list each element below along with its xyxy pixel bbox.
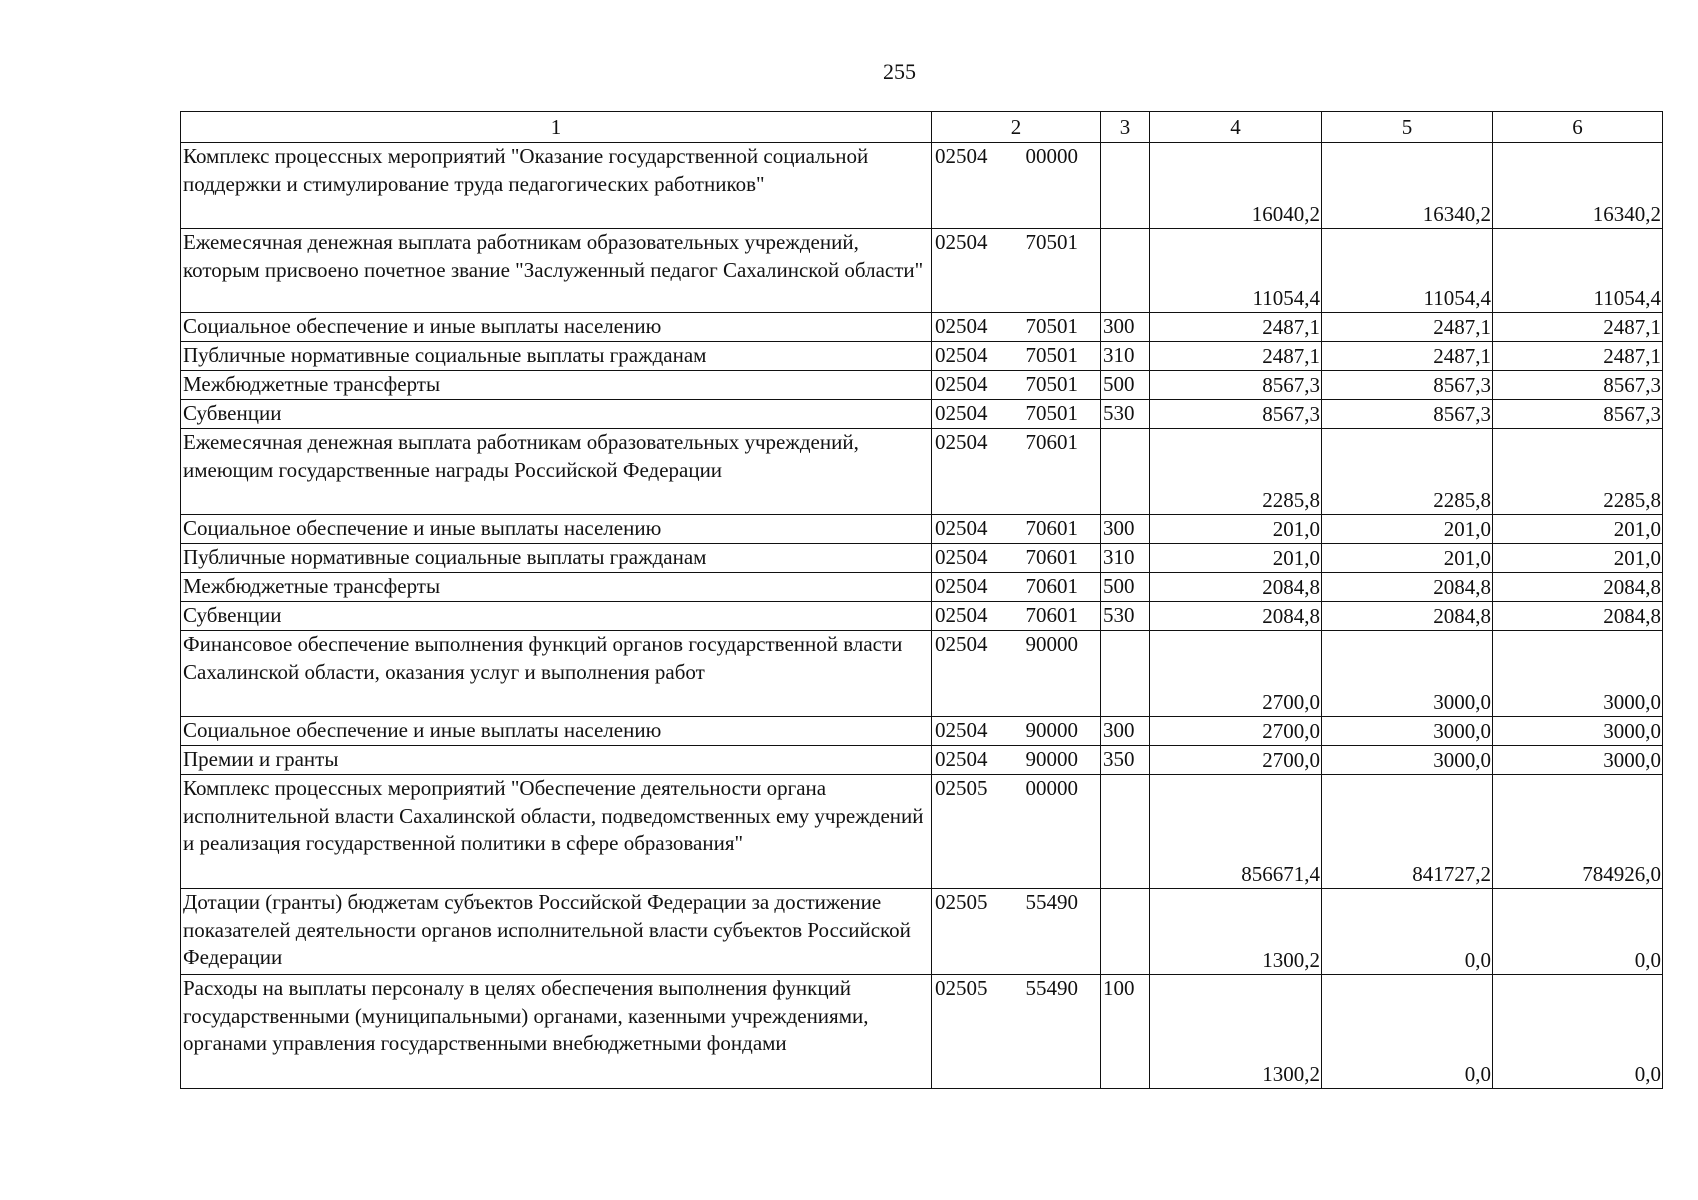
row-program-code: 02504	[932, 515, 1016, 544]
row-program-code: 02505	[932, 775, 1016, 889]
row-value-col-5: 11054,4	[1322, 229, 1493, 313]
table-row	[181, 400, 1663, 429]
row-value-col-5: 8567,3	[1322, 400, 1493, 429]
page-number: 255	[883, 59, 916, 84]
row-value-col-4: 201,0	[1150, 515, 1322, 544]
row-expense-kind	[1101, 889, 1150, 975]
row-expense-kind: 300	[1101, 313, 1150, 342]
row-direction-code: 70501	[1016, 313, 1101, 342]
row-program-code: 02504	[932, 313, 1016, 342]
row-name: Ежемесячная денежная выплата работникам образовательных учреждений, имеющим государственные награды Российской Федерации	[181, 429, 932, 515]
row-value-col-5: 16340,2	[1322, 143, 1493, 229]
row-direction-code: 70501	[1016, 342, 1101, 371]
row-name: Субвенции	[181, 400, 932, 429]
row-value-col-4: 2700,0	[1150, 746, 1322, 775]
row-program-code: 02504	[932, 143, 1016, 229]
row-expense-kind	[1101, 229, 1150, 313]
row-value-col-6: 3000,0	[1493, 746, 1663, 775]
row-value-col-5: 8567,3	[1322, 371, 1493, 400]
row-name: Субвенции	[181, 602, 932, 631]
row-value-col-4: 2084,8	[1150, 602, 1322, 631]
row-name: Межбюджетные трансферты	[181, 371, 932, 400]
row-direction-code: 90000	[1016, 631, 1101, 717]
row-expense-kind: 310	[1101, 544, 1150, 573]
row-program-code: 02505	[932, 975, 1016, 1089]
row-value-col-4: 11054,4	[1150, 229, 1322, 313]
table-row	[181, 429, 1663, 515]
row-value-col-6: 8567,3	[1493, 400, 1663, 429]
row-expense-kind: 100	[1101, 975, 1150, 1089]
table-row	[181, 717, 1663, 746]
row-value-col-4: 8567,3	[1150, 371, 1322, 400]
row-expense-kind	[1101, 631, 1150, 717]
row-direction-code: 70601	[1016, 515, 1101, 544]
header-col-3: 3	[1101, 112, 1150, 143]
header-col-2: 2	[932, 112, 1101, 143]
row-value-col-6: 784926,0	[1493, 775, 1663, 889]
row-value-col-5: 3000,0	[1322, 631, 1493, 717]
row-name: Расходы на выплаты персоналу в целях обеспечения выполнения функций государственными (муниципальными) органами, казенными учреждениями, органами управления государственными внебюджетными фондами	[181, 975, 932, 1089]
table-row	[181, 573, 1663, 602]
row-program-code: 02504	[932, 429, 1016, 515]
row-direction-code: 90000	[1016, 746, 1101, 775]
row-expense-kind: 350	[1101, 746, 1150, 775]
row-program-code: 02504	[932, 573, 1016, 602]
row-program-code: 02505	[932, 889, 1016, 975]
row-value-col-6: 2487,1	[1493, 342, 1663, 371]
row-name: Социальное обеспечение и иные выплаты населению	[181, 515, 932, 544]
row-name: Комплекс процессных мероприятий "Оказание государственной социальной поддержки и стимулирование труда педагогических работников"	[181, 143, 932, 229]
table-row	[181, 746, 1663, 775]
row-program-code: 02504	[932, 544, 1016, 573]
row-value-col-5: 2487,1	[1322, 342, 1493, 371]
table-row	[181, 143, 1663, 229]
row-program-code: 02504	[932, 631, 1016, 717]
table-row	[181, 342, 1663, 371]
row-value-col-5: 0,0	[1322, 975, 1493, 1089]
header-row	[181, 112, 1663, 143]
row-value-col-5: 201,0	[1322, 515, 1493, 544]
row-value-col-6: 0,0	[1493, 975, 1663, 1089]
table-row	[181, 889, 1663, 975]
row-direction-code: 70601	[1016, 429, 1101, 515]
row-value-col-4: 201,0	[1150, 544, 1322, 573]
row-name: Публичные нормативные социальные выплаты гражданам	[181, 342, 932, 371]
row-value-col-6: 8567,3	[1493, 371, 1663, 400]
row-direction-code: 70601	[1016, 544, 1101, 573]
row-value-col-6: 3000,0	[1493, 631, 1663, 717]
table-row	[181, 229, 1663, 313]
row-value-col-6: 11054,4	[1493, 229, 1663, 313]
row-value-col-4: 1300,2	[1150, 889, 1322, 975]
table-row	[181, 313, 1663, 342]
row-name: Дотации (гранты) бюджетам субъектов Российской Федерации за достижение показателей деятельности органов исполнительной власти субъектов Российской Федерации	[181, 889, 932, 975]
header-col-4: 4	[1150, 112, 1322, 143]
row-name: Публичные нормативные социальные выплаты гражданам	[181, 544, 932, 573]
table-row	[181, 602, 1663, 631]
table-row	[181, 631, 1663, 717]
table-row	[181, 975, 1663, 1089]
row-program-code: 02504	[932, 602, 1016, 631]
row-value-col-4: 2700,0	[1150, 717, 1322, 746]
header-col-6: 6	[1493, 112, 1663, 143]
row-value-col-6: 2285,8	[1493, 429, 1663, 515]
row-expense-kind: 300	[1101, 515, 1150, 544]
row-value-col-5: 2285,8	[1322, 429, 1493, 515]
row-expense-kind	[1101, 775, 1150, 889]
row-value-col-5: 2084,8	[1322, 573, 1493, 602]
row-program-code: 02504	[932, 229, 1016, 313]
row-name: Межбюджетные трансферты	[181, 573, 932, 602]
row-direction-code: 70501	[1016, 400, 1101, 429]
row-value-col-5: 0,0	[1322, 889, 1493, 975]
row-value-col-4: 1300,2	[1150, 975, 1322, 1089]
row-value-col-5: 2487,1	[1322, 313, 1493, 342]
row-value-col-6: 0,0	[1493, 889, 1663, 975]
row-value-col-5: 841727,2	[1322, 775, 1493, 889]
row-program-code: 02504	[932, 371, 1016, 400]
header-col-1: 1	[181, 112, 932, 143]
row-name: Комплекс процессных мероприятий "Обеспечение деятельности органа исполнительной власти Сахалинской области, подведомственных ему учреждений и реализация государственной политики в сфере образования"	[181, 775, 932, 889]
row-expense-kind: 310	[1101, 342, 1150, 371]
row-value-col-4: 2285,8	[1150, 429, 1322, 515]
row-value-col-6: 2084,8	[1493, 573, 1663, 602]
row-value-col-6: 201,0	[1493, 515, 1663, 544]
row-direction-code: 00000	[1016, 775, 1101, 889]
row-direction-code: 70601	[1016, 602, 1101, 631]
row-expense-kind: 500	[1101, 371, 1150, 400]
row-name: Социальное обеспечение и иные выплаты населению	[181, 313, 932, 342]
row-value-col-4: 2487,1	[1150, 342, 1322, 371]
budget-table	[180, 111, 1663, 1089]
row-program-code: 02504	[932, 717, 1016, 746]
row-value-col-4: 8567,3	[1150, 400, 1322, 429]
row-expense-kind: 300	[1101, 717, 1150, 746]
row-value-col-4: 2700,0	[1150, 631, 1322, 717]
row-direction-code: 55490	[1016, 889, 1101, 975]
row-name: Ежемесячная денежная выплата работникам образовательных учреждений, которым присвоено почетное звание "Заслуженный педагог Сахалинской области"	[181, 229, 932, 313]
row-value-col-5: 2084,8	[1322, 602, 1493, 631]
row-direction-code: 70601	[1016, 573, 1101, 602]
row-value-col-6: 3000,0	[1493, 717, 1663, 746]
row-expense-kind: 500	[1101, 573, 1150, 602]
table-row	[181, 775, 1663, 889]
row-value-col-4: 16040,2	[1150, 143, 1322, 229]
row-value-col-5: 3000,0	[1322, 717, 1493, 746]
row-program-code: 02504	[932, 746, 1016, 775]
row-direction-code: 55490	[1016, 975, 1101, 1089]
table-row	[181, 515, 1663, 544]
row-program-code: 02504	[932, 342, 1016, 371]
row-value-col-4: 2084,8	[1150, 573, 1322, 602]
row-name: Социальное обеспечение и иные выплаты населению	[181, 717, 932, 746]
row-expense-kind: 530	[1101, 400, 1150, 429]
row-value-col-6: 16340,2	[1493, 143, 1663, 229]
row-value-col-5: 201,0	[1322, 544, 1493, 573]
header-col-5: 5	[1322, 112, 1493, 143]
row-name: Премии и гранты	[181, 746, 932, 775]
row-value-col-6: 2487,1	[1493, 313, 1663, 342]
row-direction-code: 90000	[1016, 717, 1101, 746]
row-expense-kind	[1101, 143, 1150, 229]
row-direction-code: 70501	[1016, 371, 1101, 400]
table-row	[181, 544, 1663, 573]
row-value-col-6: 2084,8	[1493, 602, 1663, 631]
row-value-col-6: 201,0	[1493, 544, 1663, 573]
row-expense-kind: 530	[1101, 602, 1150, 631]
row-program-code: 02504	[932, 400, 1016, 429]
row-direction-code: 70501	[1016, 229, 1101, 313]
row-name: Финансовое обеспечение выполнения функций органов государственной власти Сахалинской области, оказания услуг и выполнения работ	[181, 631, 932, 717]
table-row	[181, 371, 1663, 400]
row-expense-kind	[1101, 429, 1150, 515]
row-value-col-4: 856671,4	[1150, 775, 1322, 889]
row-value-col-5: 3000,0	[1322, 746, 1493, 775]
row-value-col-4: 2487,1	[1150, 313, 1322, 342]
row-direction-code: 00000	[1016, 143, 1101, 229]
